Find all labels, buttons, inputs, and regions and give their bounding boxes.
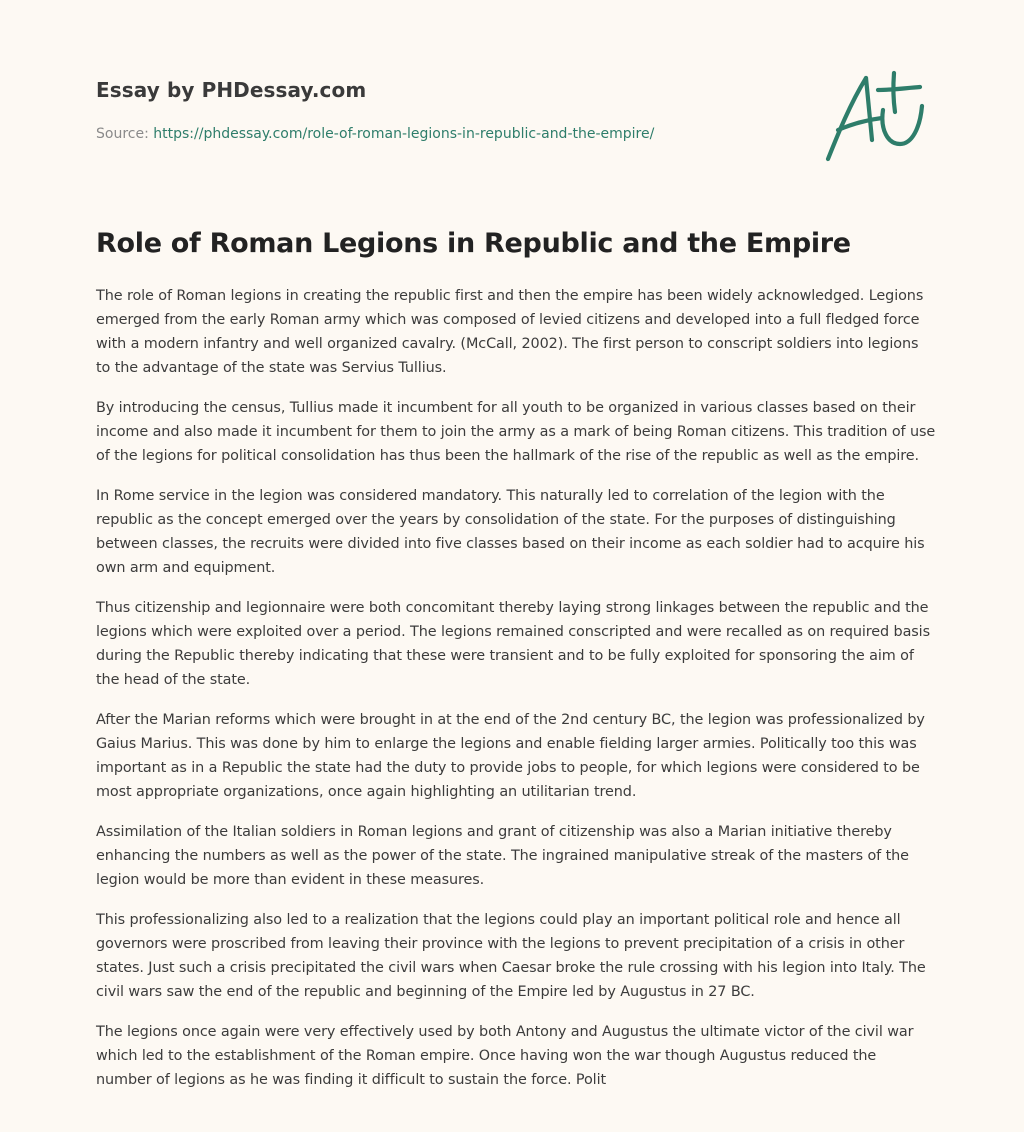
essay-paragraph: The role of Roman legions in creating the republic first and then the empire has been widely acknowledged. Legions emerged from the early Roman army which was composed of levied citizens and developed into a full fledged force with a modern infantry and well organized cavalry. (McCall, 2002). The first person to conscript soldiers into legions to the advantage of the state was Servius Tullius. [96,288,924,376]
essay-body [96,284,936,1108]
page-header [96,76,796,144]
essay-paragraph: This professionalizing also led to a realization that the legions could play an important political role and hence all governors were proscribed from leaving their province with the legions to prevent precipitation of a crisis in other states. Just such a crisis precipitated the civil wars when Caesar broke the rule crossing with his legion into Italy. The civil wars saw the end of the republic and beginning of the Empire led by Augustus in 27 BC. [96,912,926,1000]
essay-paragraph: In Rome service in the legion was considered mandatory. This naturally led to correlation of the legion with the republic as the concept emerged over the years by consolidation of the state. For the purposes of distinguishing between classes, the recruits were divided into five classes based on their income as each soldier had to acquire his own arm and equipment. [96,488,925,576]
essay-paragraph: By introducing the census, Tullius made it incumbent for all youth to be organized in various classes based on their income and also made it incumbent for them to join the army as a mark of being Roman citizens. This tradition of use of the legions for political consolidation has thus been the hallmark of the rise of the republic as well as the empire. [96,400,936,464]
source-link[interactable]: https://phdessay.com/role-of-roman-legions-in-republic-and-the-empire/ [153,126,655,142]
essay-paragraph: After the Marian reforms which were brought in at the end of the 2nd century BC, the legion was professionalized by Gaius Marius. This was done by him to enlarge the legions and enable fielding larger armies. Politically too this was important as in a Republic the state had the duty to provide jobs to people, for which legions were considered to be most appropriate organizations, once again highlighting an utilitarian trend. [96,712,925,800]
site-brand: Essay by PHDessay.com [96,78,367,102]
essay-title: Role of Roman Legions in Republic and the Empire [96,228,851,259]
essay-paragraph: The legions once again were very effectively used by both Antony and Augustus the ultimate victor of the civil war which led to the establishment of the Roman empire. Once having won the war though Augustus reduced the number of legions as he was finding it difficult to sustain the force. Polit [96,1024,914,1088]
a-plus-grade-icon [822,68,932,166]
essay-paragraph: Thus citizenship and legionnaire were both concomitant thereby laying strong linkages between the republic and the legions which were exploited over a period. The legions remained conscripted and were recalled as on required basis during the Republic thereby indicating that these were transient and to be fully exploited for sponsoring the aim of the head of the state. [96,600,930,688]
source-line [96,124,796,144]
essay-paragraph: Assimilation of the Italian soldiers in Roman legions and grant of citizenship was also a Marian initiative thereby enhancing the numbers as well as the power of the state. The ingrained manipulative streak of the masters of the legion would be more than evident in these measures. [96,824,909,888]
source-label: Source: [96,126,149,142]
